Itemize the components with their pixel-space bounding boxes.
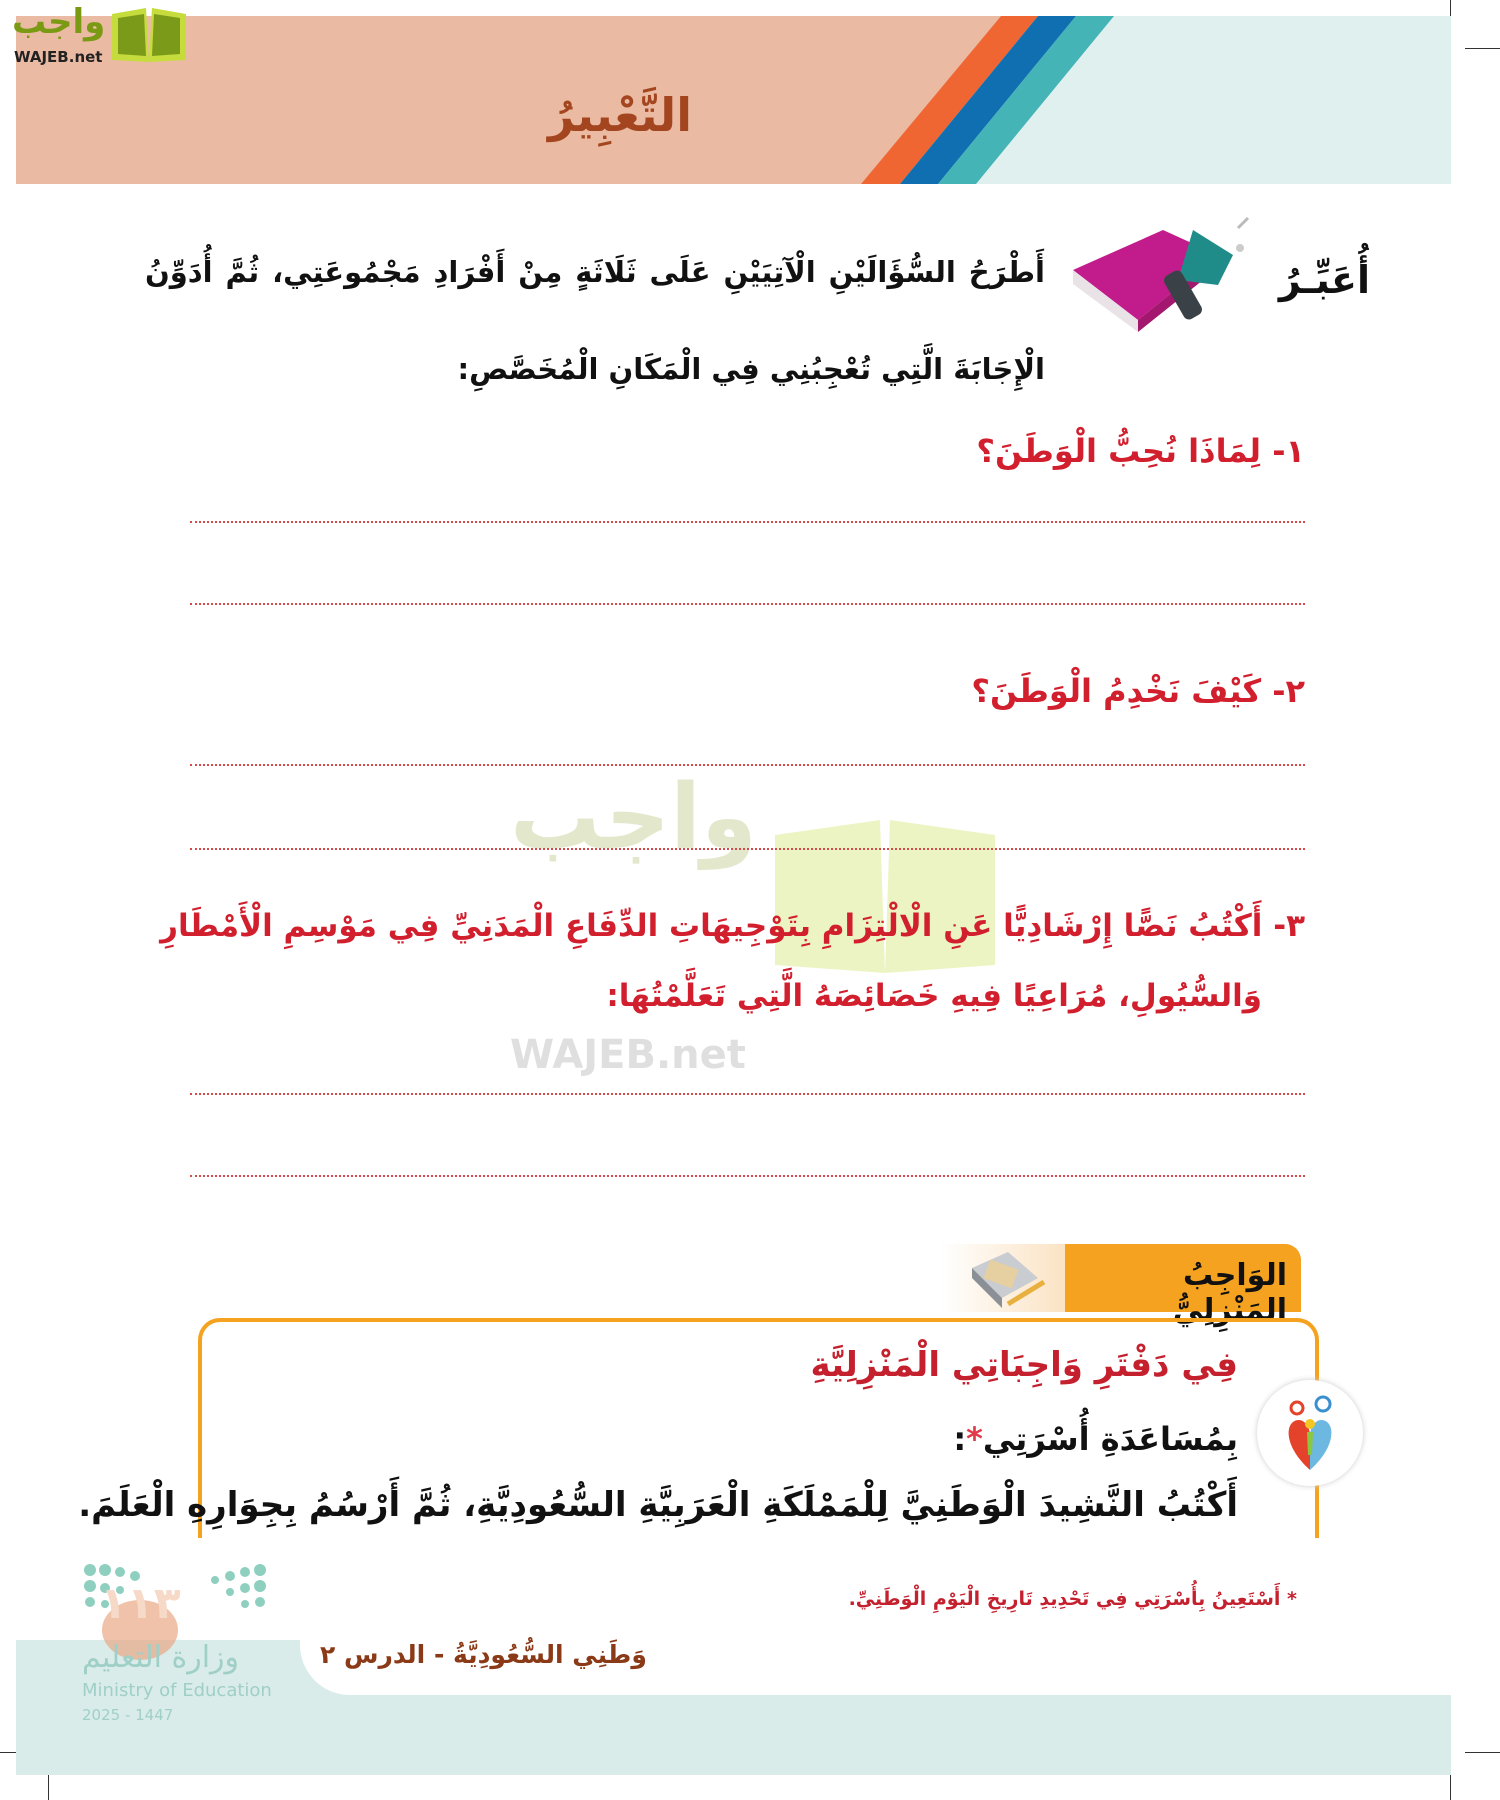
ministry-name-english: Ministry of Education [82, 1680, 272, 1701]
answer-line[interactable] [190, 1175, 1305, 1177]
wajeb-logo-domain: WAJEB.net [14, 48, 103, 66]
ministry-name-arabic: وزارة التعليم [82, 1640, 240, 1675]
crop-mark [1465, 48, 1500, 49]
answer-line[interactable] [190, 1093, 1305, 1095]
book-megaphone-icon [1068, 210, 1253, 335]
ministry-year: 2025 - 1447 [82, 1706, 174, 1724]
homework-heading: فِي دَفْتَرِ وَاجِبَاتِي الْمَنْزِلِيَّةِ [810, 1345, 1238, 1385]
footnote: * أَسْتَعِينُ بِأُسْرَتِي فِي تَحْدِيدِ تَارِيخِ الْيَوْمِ الْوَطَنِيِّ. [848, 1588, 1297, 1610]
page-number: ١١٣ [100, 1578, 181, 1629]
question-3-line-1: ٣- أَكْتُبُ نَصًّا إِرْشَادِيًّا عَنِ الْالْتِزَامِ بِتَوْجِيهَاتِ الدِّفَاعِ الْمَدَنِيِّ فِي مَوْسِمِ الْأَمْطَارِ [160, 908, 1305, 944]
answer-line[interactable] [190, 521, 1305, 523]
homework-tab-label: الوَاجِبُ المَنْزِلِيُّ [1172, 1258, 1287, 1328]
question-2: ٢- كَيْفَ نَخْدِمُ الْوَطَنَ؟ [971, 672, 1305, 710]
watermark-english: WAJEB.net [510, 1032, 746, 1078]
notebook-pencil-icon [968, 1248, 1048, 1310]
crop-mark [1465, 1752, 1500, 1753]
instruction-line-2: الْإِجَابَةَ الَّتِي تُعْجِبُنِي فِي الْمَكَانِ الْمُخَصَّصِ: [457, 352, 1045, 386]
answer-line[interactable] [190, 764, 1305, 766]
watermark-arabic: واجب [510, 765, 757, 870]
lesson-label: وَطَنِي السُّعُودِيَّةُ - الدرس ٢ [320, 1640, 647, 1669]
answer-line[interactable] [190, 848, 1305, 850]
question-1: ١- لِمَاذَا نُحِبُّ الْوَطَنَ؟ [976, 432, 1305, 470]
instruction-line-1: أَطْرَحُ السُّؤَالَيْنِ الْآتِيَيْنِ عَلَى ثَلَاثَةٍ مِنْ أَفْرَادِ مَجْمُوعَتِي، ثُمَّ أُدَوِّنُ [145, 255, 1045, 289]
homework-tab [1065, 1244, 1301, 1328]
asterisk-mark: * [966, 1420, 983, 1458]
wajeb-logo-text: واجب [12, 2, 106, 42]
page-title: التَّعْبِيرُ [548, 88, 692, 142]
question-3-line-2: وَالسُّيُولِ، مُرَاعِيًا فِيهِ خَصَائِصَهُ الَّتِي تَعَلَّمْتُهَا: [606, 978, 1262, 1014]
homework-subheading: بِمُسَاعَدَةِ أُسْرَتِي*: [953, 1420, 1238, 1458]
section-label: أُعَبِّـرُ [1278, 258, 1370, 302]
homework-task: أَكْتُبُ النَّشِيدَ الْوَطَنِيَّ لِلْمَمْلَكَةِ الْعَرَبِيَّةِ السُّعُودِيَّةِ، ثُمَّ أَرْسُمُ بِجِوَارِهِ الْعَلَمَ. [78, 1485, 1238, 1525]
book-logo-icon [108, 4, 190, 64]
answer-line[interactable] [190, 603, 1305, 605]
family-icon [1257, 1380, 1363, 1486]
watermark-book-icon [770, 815, 1000, 975]
